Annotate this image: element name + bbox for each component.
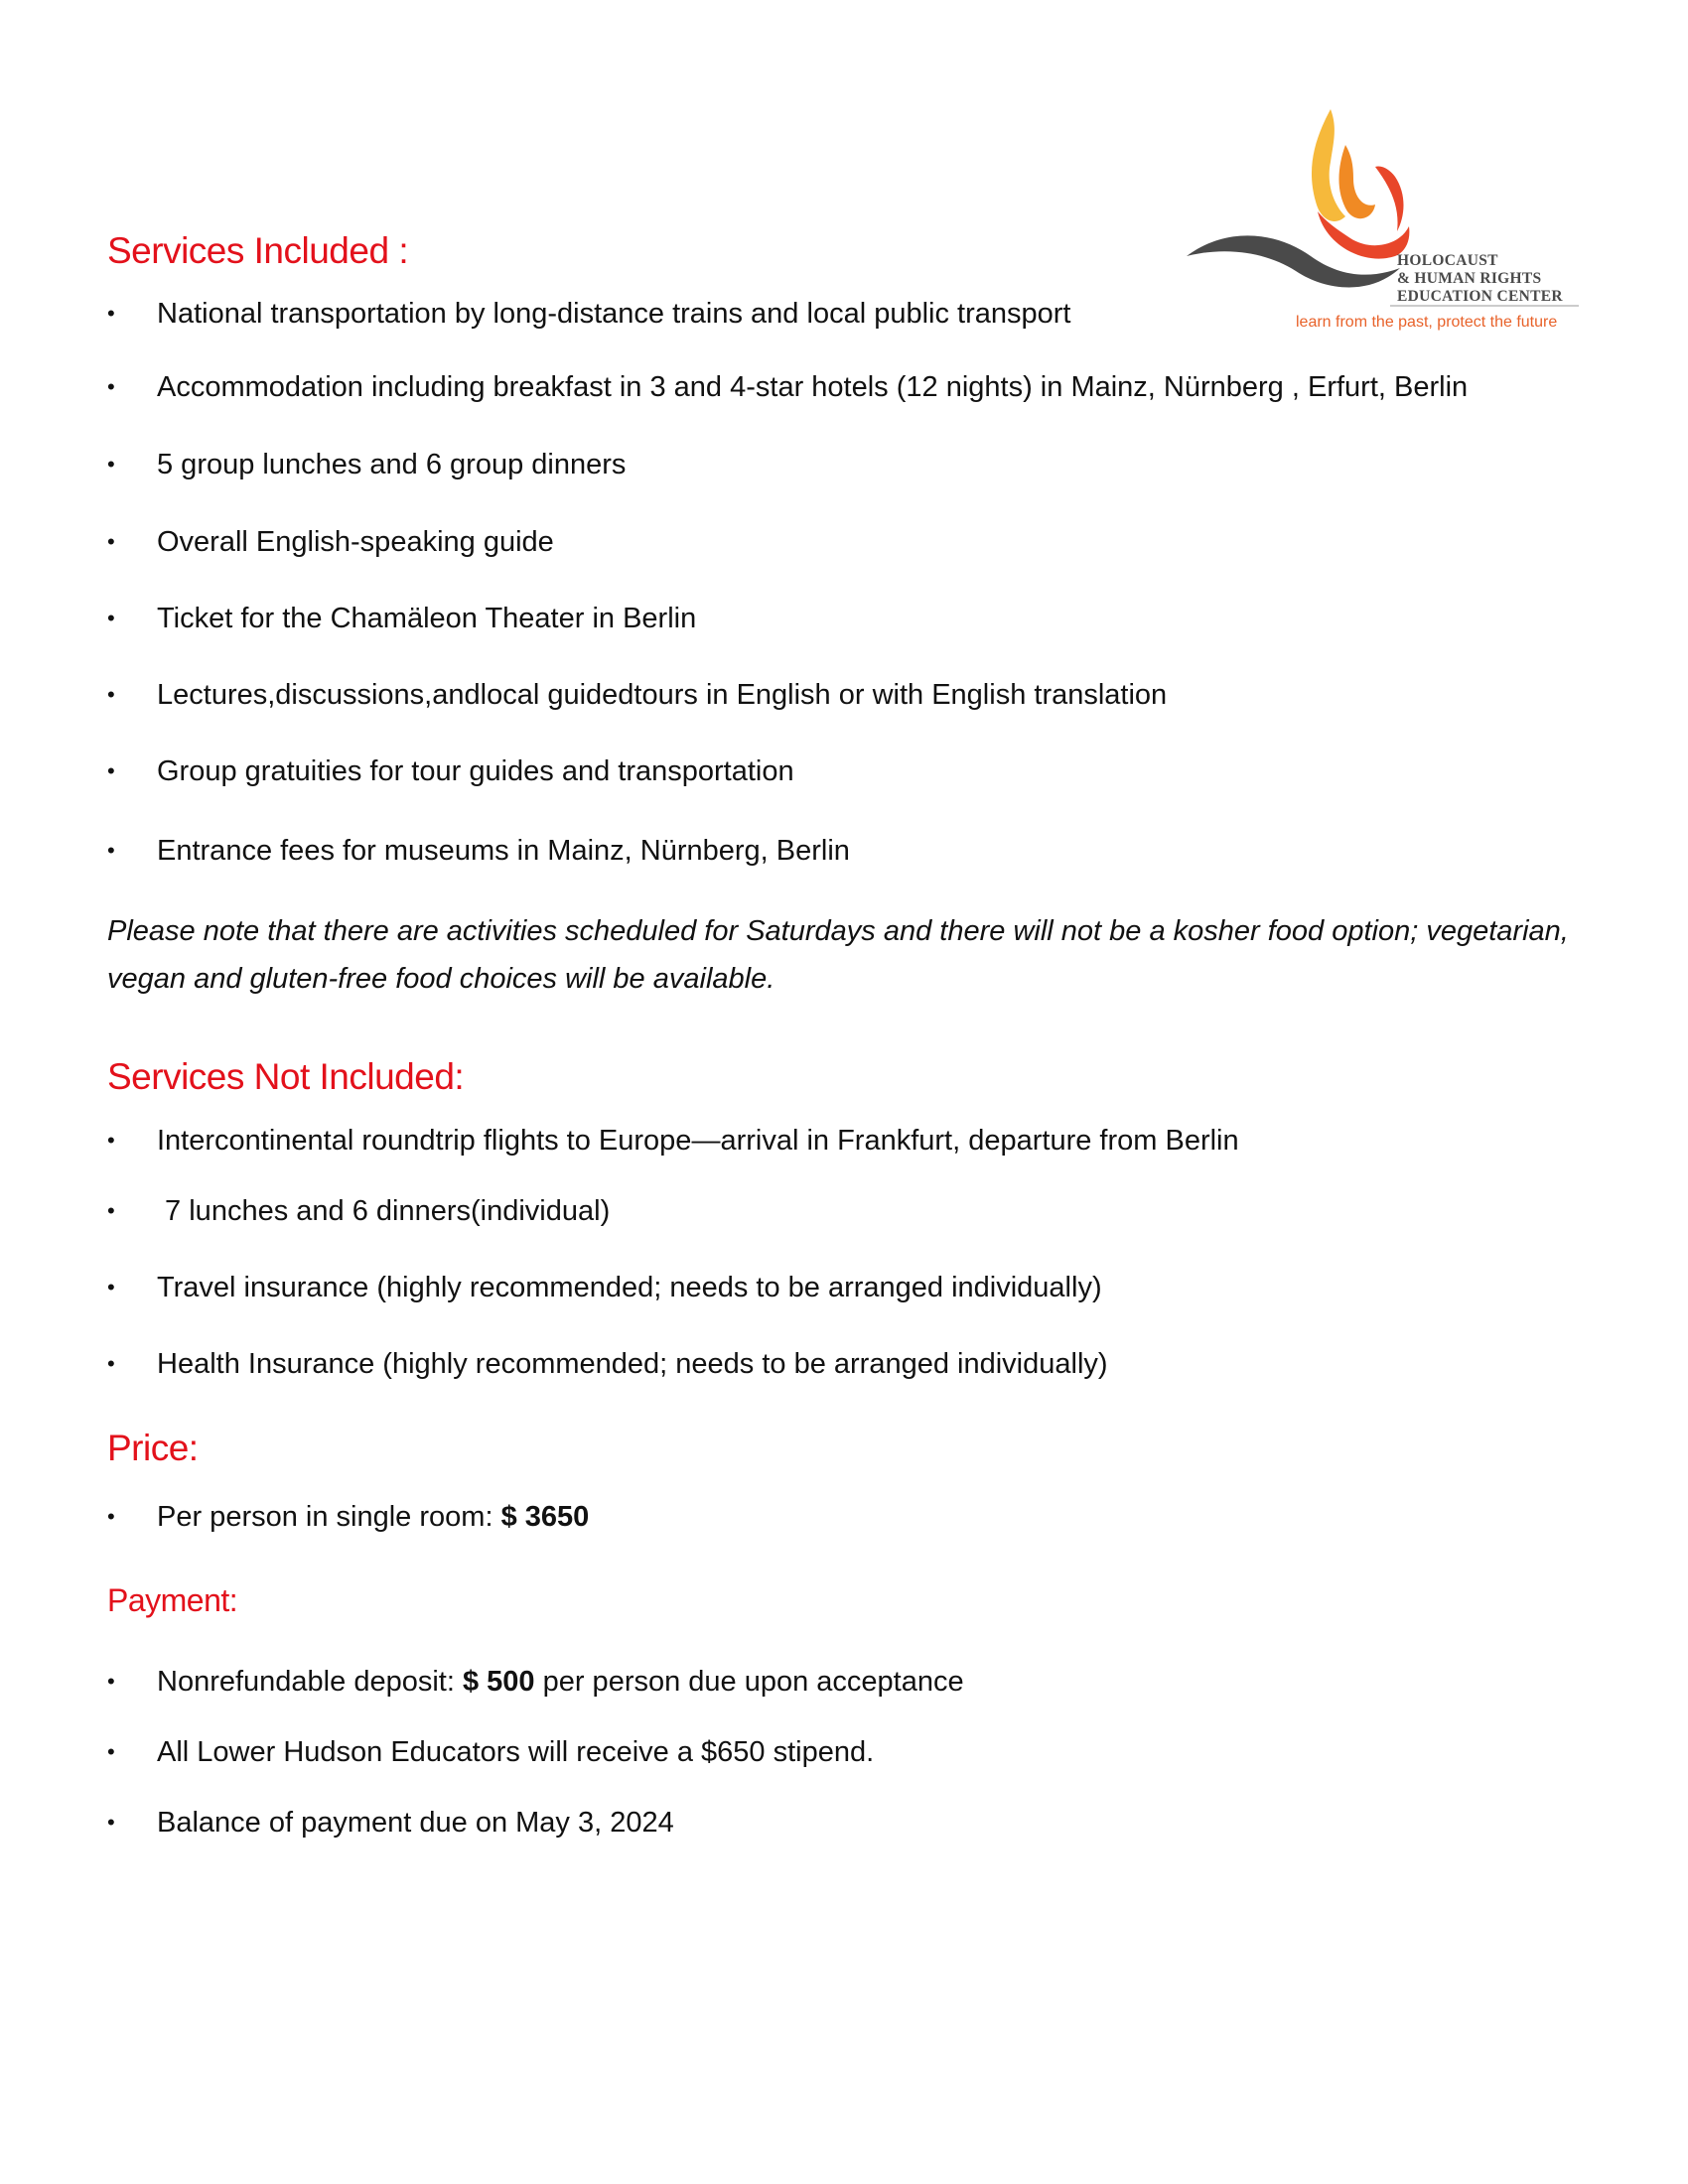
bullet: • [107, 758, 115, 783]
list-item-text: Group gratuities for tour guides and transportation [157, 755, 794, 787]
list-item-text: 7 lunches and 6 dinners(individual) [157, 1195, 611, 1227]
bullet: • [107, 838, 115, 863]
list-item-text: Entrance fees for museums in Mainz, Nürnberg, Berlin [157, 835, 850, 867]
list-item-text: Overall English-speaking guide [157, 526, 554, 558]
bullet: • [107, 529, 115, 554]
bullet: • [107, 682, 115, 707]
list-item-text: National transportation by long-distance trains and local public transport [157, 298, 1071, 330]
balance-line: Balance of payment due on May 3, 2024 [157, 1807, 674, 1839]
deposit-amount: $ 500 [462, 1666, 535, 1698]
hhrec-logo [1187, 107, 1584, 336]
deposit-terms: per person due upon acceptance [534, 1666, 964, 1698]
payment-heading: Payment: [107, 1582, 238, 1618]
list-item-text: Travel insurance (highly recommended; needs to be arranged individually) [157, 1272, 1102, 1303]
bullet: • [107, 1504, 115, 1529]
bullet: • [107, 374, 115, 399]
bullet: • [107, 606, 115, 630]
bullet: • [107, 301, 115, 326]
list-item-text: Ticket for the Chamäleon Theater in Berlin [157, 603, 697, 634]
kosher-food-note: Please note that there are activities scheduled for Saturdays and there will not be a kosher food option; vegetarian, vegan and gluten-free food choices will be available. [107, 915, 1569, 995]
bullet: • [107, 1198, 115, 1223]
deposit-label: Nonrefundable deposit: [157, 1666, 463, 1698]
bullet: • [107, 452, 115, 477]
services-included-heading: Services Included : [107, 230, 409, 271]
bullet: • [107, 1351, 115, 1376]
price-heading: Price: [107, 1428, 199, 1468]
bullet: • [107, 1739, 115, 1764]
logo-text-line-1: HOLOCAUST [1397, 252, 1498, 269]
price-label: Per person in single room: [157, 1501, 501, 1533]
stipend-line: All Lower Hudson Educators will receive a $650 stipend. [157, 1736, 875, 1768]
list-item-text: Intercontinental roundtrip flights to Europe—arrival in Frankfurt, departure from Berlin [157, 1125, 1239, 1157]
bullet: • [107, 1275, 115, 1299]
services-not-included-heading: Services Not Included: [107, 1056, 465, 1097]
list-item-text: Health Insurance (highly recommended; needs to be arranged individually) [157, 1348, 1108, 1380]
bullet: • [107, 1669, 115, 1694]
list-item-text: Lectures,discussions,andlocal guidedtours in English or with English translation [157, 679, 1168, 711]
logo-text-line-3: EDUCATION CENTER [1397, 288, 1563, 305]
deposit-line [157, 1662, 964, 1702]
list-item-text: 5 group lunches and 6 group dinners [157, 449, 627, 480]
list-item-text: Accommodation including breakfast in 3 and 4-star hotels (12 nights) in Mainz, Nürnberg , Erfurt, Berlin [157, 371, 1469, 403]
price-line [157, 1497, 589, 1537]
logo-tagline: learn from the past, protect the future [1296, 314, 1558, 331]
logo-text-line-2: & HUMAN RIGHTS [1397, 270, 1542, 287]
bullet: • [107, 1810, 115, 1835]
price-amount: $ 3650 [500, 1501, 590, 1533]
bullet: • [107, 1128, 115, 1153]
